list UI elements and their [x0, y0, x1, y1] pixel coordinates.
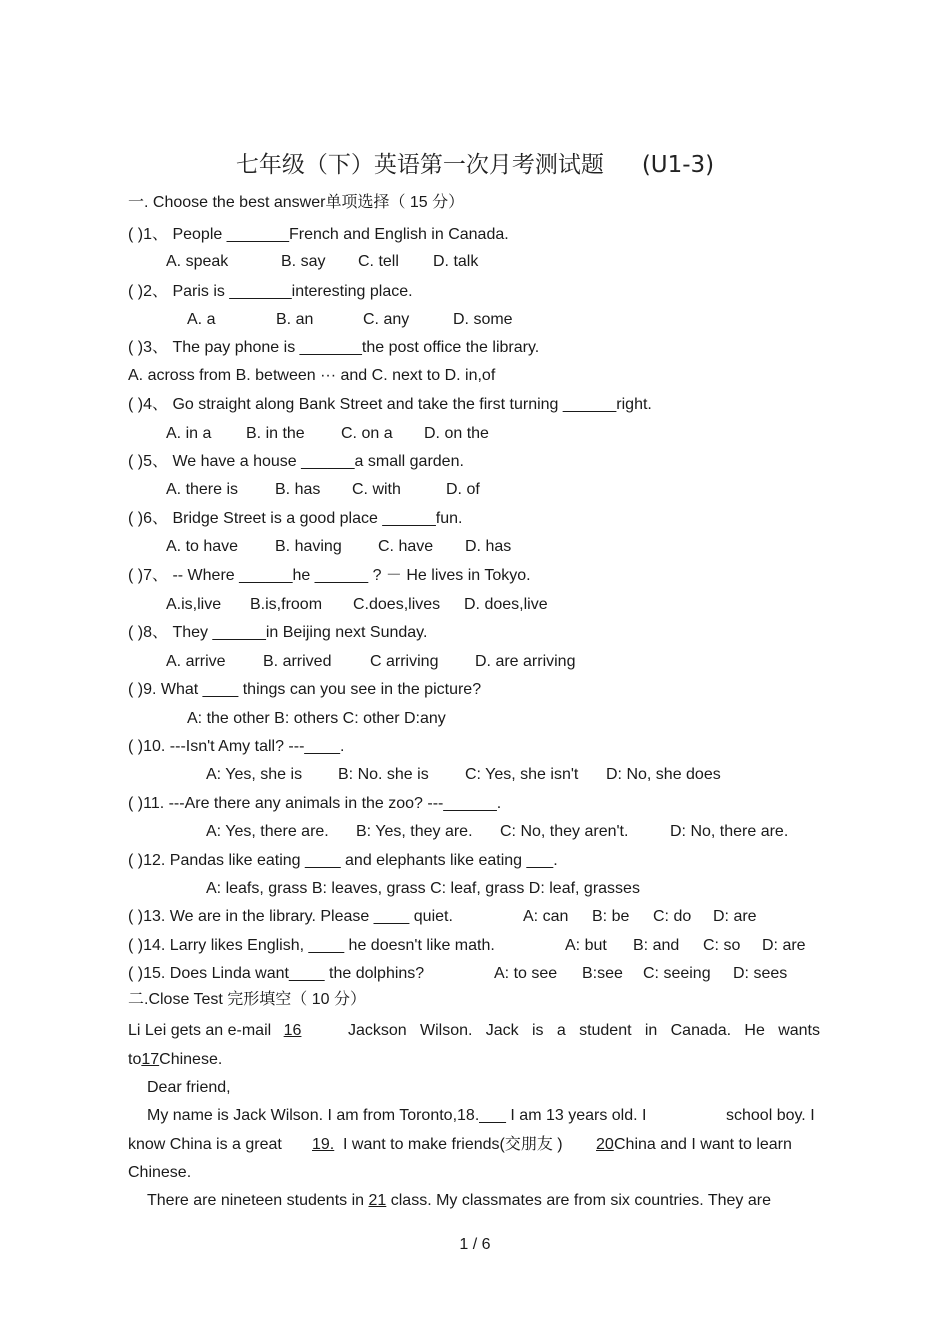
q13-option-c: C: do — [653, 908, 692, 925]
q11-option-d: D: No, there are. — [670, 823, 789, 840]
question-2-stem: ( )2、 Paris is _______interesting place. — [128, 283, 413, 300]
q2-option-d: D. some — [453, 311, 513, 328]
cloze-p2-a: My name is Jack Wilson. I am from Toronto,18.___ I am 13 years old. I — [147, 1107, 647, 1124]
blank-20: 20 — [596, 1136, 614, 1153]
cloze-p4-a: There are nineteen students in — [147, 1192, 365, 1209]
cloze-p4 — [147, 1191, 771, 1211]
q5-option-a: A. there is — [166, 481, 239, 498]
cloze-p1-text: Li Lei gets an e-mail — [128, 1022, 272, 1039]
q4-option-b: B. in the — [246, 425, 305, 442]
cloze-p1-to: to — [128, 1051, 142, 1068]
q5-option-d: D. of — [446, 481, 480, 498]
q12-options: A: leafs, grass B: leaves, grass C: leaf, grass D: leaf, grasses — [206, 880, 640, 897]
q14-option-b: B: and — [633, 937, 680, 954]
q8-option-c: C arriving — [370, 653, 439, 670]
q4-option-c: C. on a — [341, 425, 393, 442]
q4-option-d: D. on the — [424, 425, 489, 442]
cloze-p3-b: I want to make friends(交朋友 ) — [343, 1136, 563, 1153]
title-main: 七年级（下）英语第一次月考测试题 — [235, 152, 604, 178]
question-5-stem: ( )5、 We have a house ______a small garden. — [128, 453, 464, 470]
cloze-p1-rest: Jackson Wilson. Jack is a student in Canada. He wants — [348, 1022, 820, 1039]
cloze-p1-end: Chinese. — [159, 1051, 223, 1068]
question-13-stem: ( )13. We are in the library. Please ____ quiet. — [128, 908, 453, 925]
q13-option-b: B: be — [592, 908, 630, 925]
page-number: 1 / 6 — [459, 1236, 491, 1253]
q2-option-b: B. an — [276, 311, 314, 328]
blank-17: 17 — [141, 1051, 160, 1068]
blank-19: 19. — [312, 1136, 335, 1153]
q14-option-a: A: but — [565, 937, 607, 954]
q5-option-b: B. has — [275, 481, 321, 498]
cloze-p4-b: class. My classmates are from six countries. They are — [390, 1192, 771, 1209]
q10-option-c: C: Yes, she isn't — [465, 766, 579, 783]
cloze-p3-c: China and I want to learn — [614, 1136, 792, 1153]
cloze-text — [128, 1021, 309, 1041]
question-15-stem: ( )15. Does Linda want____ the dolphins? — [128, 965, 425, 982]
question-8-stem: ( )8、 They ______in Beijing next Sunday. — [128, 624, 428, 641]
q2-option-a: A. a — [187, 311, 216, 328]
q11-option-a: A: Yes, there are. — [206, 823, 329, 840]
q9-options: A: the other B: others C: other D:any — [187, 710, 446, 727]
q6-option-a: A. to have — [166, 538, 239, 555]
q10-option-a: A: Yes, she is — [206, 766, 303, 783]
q1-option-c: C. tell — [358, 253, 399, 270]
question-7-stem: ( )7、 -- Where ______he ______ ? － He lives in Tokyo. — [128, 567, 531, 584]
cloze-p2-b: school boy. I — [726, 1107, 815, 1124]
q1-option-a: A. speak — [166, 253, 229, 270]
title-code: (U1-3) — [641, 152, 715, 178]
q7-option-b: B.is,froom — [250, 596, 323, 613]
q14-option-d: D: are — [762, 937, 806, 954]
q15-option-a: A: to see — [494, 965, 558, 982]
question-4-stem: ( )4、 Go straight along Bank Street and take the first turning ______right. — [128, 396, 652, 413]
q5-option-c: C. with — [352, 481, 401, 498]
q8-option-a: A. arrive — [166, 653, 226, 670]
q11-option-b: B: Yes, they are. — [356, 823, 473, 840]
question-12-stem: ( )12. Pandas like eating ____ and elephants like eating ___. — [128, 852, 558, 869]
cloze-p3-d: Chinese. — [128, 1164, 192, 1181]
cloze-p1-line2 — [128, 1050, 222, 1070]
q10-option-b: B: No. she is — [338, 766, 429, 783]
q8-option-d: D. are arriving — [475, 653, 576, 670]
q15-option-d: D: sees — [733, 965, 788, 982]
question-9-stem: ( )9. What ____ things can you see in the picture? — [128, 681, 482, 698]
q10-option-d: D: No, she does — [606, 766, 721, 783]
q6-option-d: D. has — [465, 538, 512, 555]
q11-option-c: C: No, they aren't. — [500, 823, 629, 840]
blank-21: 21 — [368, 1192, 387, 1209]
q7-option-c: C.does,lives — [353, 596, 441, 613]
blank-16: 16 — [283, 1022, 302, 1039]
section2-heading: 二.Close Test 完形填空（ 10 分） — [128, 991, 366, 1008]
q14-option-c: C: so — [703, 937, 741, 954]
q6-option-b: B. having — [275, 538, 342, 555]
q13-option-d: D: are — [713, 908, 757, 925]
page-title — [0, 146, 950, 179]
question-1-stem: ( )1、 People _______French and English in Canada. — [128, 226, 509, 243]
q2-option-c: C. any — [363, 311, 410, 328]
question-3-stem: ( )3、 The pay phone is _______the post office the library. — [128, 339, 540, 356]
question-6-stem: ( )6、 Bridge Street is a good place ______fun. — [128, 510, 463, 527]
q6-option-c: C. have — [378, 538, 434, 555]
letter-greeting: Dear friend, — [147, 1079, 231, 1096]
q13-option-a: A: can — [523, 908, 569, 925]
q7-option-d: D. does,live — [464, 596, 548, 613]
cloze-p3-a: know China is a great — [128, 1136, 282, 1153]
question-11-stem: ( )11. ---Are there any animals in the zoo? ---______. — [128, 795, 502, 812]
question-14-stem: ( )14. Larry likes English, ____ he doesn't like math. — [128, 937, 495, 954]
q1-option-d: D. talk — [433, 253, 479, 270]
q8-option-b: B. arrived — [263, 653, 332, 670]
section1-heading: 一. Choose the best answer单项选择（ 15 分） — [128, 194, 465, 211]
q15-option-b: B:see — [582, 965, 623, 982]
q3-options: A. across from B. between ··· and C. next to D. in,of — [128, 367, 496, 384]
q15-option-c: C: seeing — [643, 965, 711, 982]
q7-option-a: A.is,live — [166, 596, 222, 613]
question-10-stem: ( )10. ---Isn't Amy tall? ---____. — [128, 738, 345, 755]
q4-option-a: A. in a — [166, 425, 212, 442]
q1-option-b: B. say — [281, 253, 326, 270]
